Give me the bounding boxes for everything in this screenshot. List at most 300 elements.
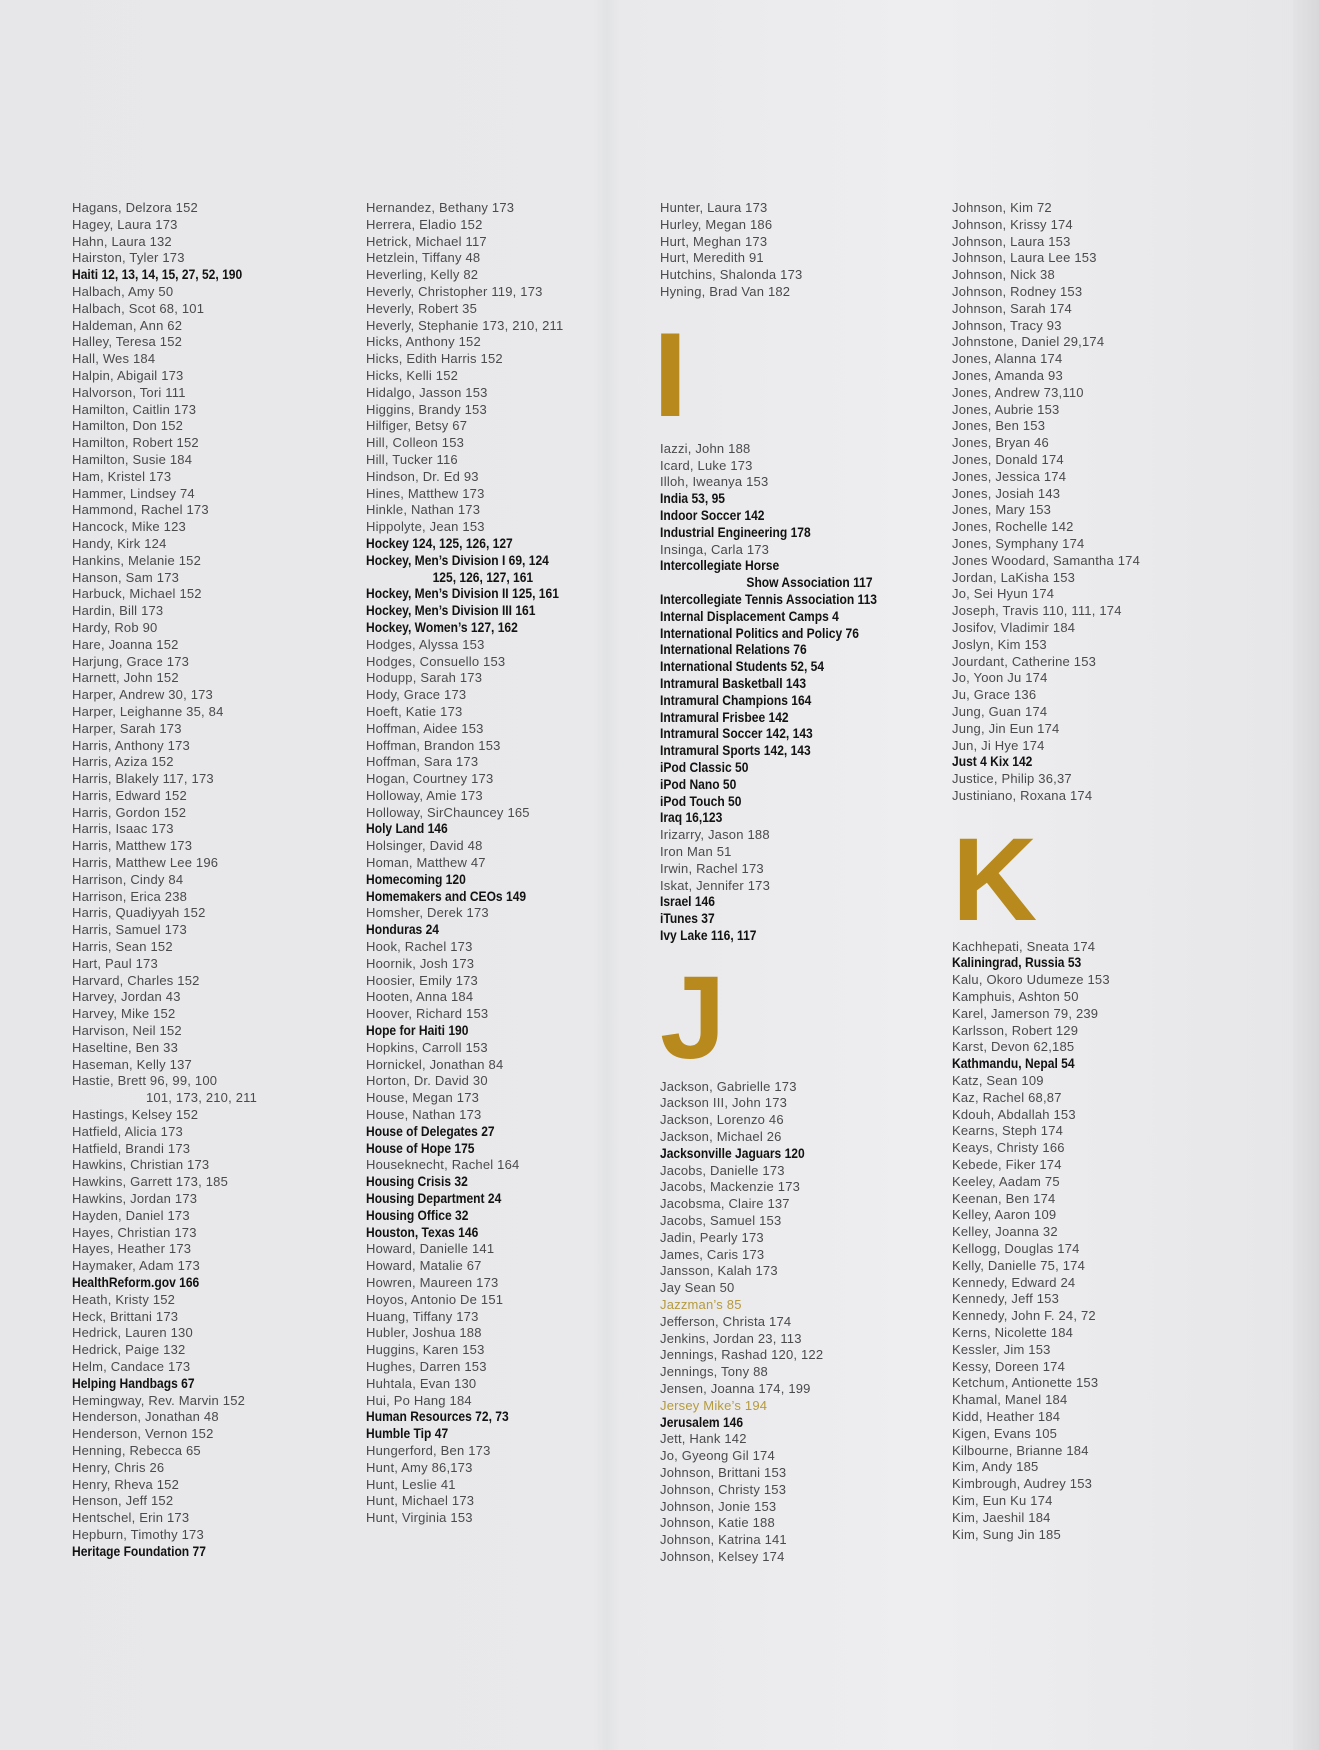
index-entry: Huggins, Karen 153 — [366, 1342, 485, 1358]
index-entry: Harris, Edward 152 — [72, 787, 187, 803]
index-entry: Homsher, Derek 173 — [366, 905, 489, 921]
index-entry: Henry, Chris 26 — [72, 1459, 165, 1475]
index-entry: Intramural Champions 164 — [660, 692, 812, 708]
index-entry: Keeley, Aadam 75 — [952, 1173, 1060, 1189]
index-entry: Hicks, Anthony 152 — [366, 334, 481, 350]
index-entry: Humble Tip 47 — [366, 1426, 449, 1442]
index-entry: Johnstone, Daniel 29,174 — [952, 334, 1105, 350]
index-entry: Hockey, Women’s 127, 162 — [366, 619, 518, 635]
index-entry: Jersey Mike’s 194 — [660, 1397, 768, 1413]
index-entry: Jacobs, Danielle 173 — [660, 1162, 785, 1178]
index-entry: Johnson, Krissy 174 — [952, 216, 1073, 232]
index-entry: Jett, Hank 142 — [660, 1431, 747, 1447]
index-entry: Jansson, Kalah 173 — [660, 1263, 778, 1279]
index-entry: Karel, Jamerson 79, 239 — [952, 1005, 1099, 1021]
index-entry: Johnson, Kelsey 174 — [660, 1549, 785, 1564]
index-entry: Kim, Jaeshil 184 — [952, 1509, 1051, 1525]
index-entry: Industrial Engineering 178 — [660, 524, 811, 540]
index-entry: Illoh, Iweanya 153 — [660, 474, 769, 490]
index-entry: Kebede, Fiker 174 — [952, 1157, 1062, 1173]
index-entry: Harris, Gordon 152 — [72, 804, 187, 820]
index-column-2 — [366, 200, 656, 1527]
index-entry: Hoffman, Sara 173 — [366, 754, 479, 770]
index-entry: Hockey 124, 125, 126, 127 — [366, 535, 513, 551]
index-entry: Josifov, Vladimir 184 — [952, 619, 1076, 635]
index-entry: Kennedy, Edward 24 — [952, 1274, 1076, 1290]
index-entry: Hurt, Meghan 173 — [660, 233, 768, 249]
index-entry: Kachhepati, Sneata 174 — [952, 938, 1096, 954]
index-entry: Heverling, Kelly 82 — [366, 267, 479, 283]
index-entry: Hunt, Leslie 41 — [366, 1476, 456, 1492]
index-entry: Hastie, Brett 96, 99, 100 — [72, 1073, 218, 1089]
index-entry: Johnson, Brittani 153 — [660, 1465, 787, 1481]
index-entry: Homemakers and CEOs 149 — [366, 888, 527, 904]
index-entry: Insinga, Carla 173 — [660, 541, 770, 557]
index-entry: Johnson, Jonie 153 — [660, 1498, 777, 1514]
index-entry: Harvard, Charles 152 — [72, 972, 200, 988]
index-entry: Kilbourne, Brianne 184 — [952, 1442, 1089, 1458]
index-entry: iPod Touch 50 — [660, 793, 742, 809]
index-entry: Jones, Josiah 143 — [952, 485, 1061, 501]
index-entry: Housing Office 32 — [366, 1207, 469, 1223]
index-entry: Heverly, Stephanie 173, 210, 211 — [366, 317, 564, 333]
index-entry: Intramural Sports 142, 143 — [660, 743, 811, 759]
index-entry: Helping Handbags 67 — [72, 1375, 195, 1391]
index-entry: Jo, Yoon Ju 174 — [952, 670, 1048, 686]
index-entry: Hoeft, Katie 173 — [366, 703, 463, 719]
index-entry: Hardy, Rob 90 — [72, 619, 158, 635]
index-entry: Haseltine, Ben 33 — [72, 1039, 179, 1055]
index-entry: Harris, Quadiyyah 152 — [72, 905, 206, 921]
index-entry: International Students 52, 54 — [660, 659, 825, 675]
index-entry: Harris, Sean 152 — [72, 939, 173, 955]
index-entry: Hogan, Courtney 173 — [366, 771, 494, 787]
index-entry: Hayes, Christian 173 — [72, 1224, 197, 1240]
index-entry: Hardin, Bill 173 — [72, 603, 164, 619]
index-entry: Israel 146 — [660, 894, 715, 910]
index-column-1 — [72, 200, 362, 1561]
index-entry: Hamilton, Robert 152 — [72, 435, 199, 451]
index-entry: Howard, Danielle 141 — [366, 1241, 495, 1257]
index-entry: Houseknecht, Rachel 164 — [366, 1157, 520, 1173]
index-entry: James, Caris 173 — [660, 1246, 765, 1262]
index-entry: Jackson, Michael 26 — [660, 1129, 782, 1145]
index-entry: Show Association 117 — [746, 575, 873, 591]
index-entry: Kelley, Aaron 109 — [952, 1207, 1057, 1223]
index-entry: Hunt, Amy 86,173 — [366, 1459, 473, 1475]
index-entry: Hammond, Rachel 173 — [72, 502, 209, 518]
index-entry: Harvey, Mike 152 — [72, 1006, 176, 1022]
index-entry: Hart, Paul 173 — [72, 955, 158, 971]
index-entry: Hamilton, Susie 184 — [72, 451, 193, 467]
index-entry: Jerusalem 146 — [660, 1414, 744, 1430]
index-entry: Hamilton, Don 152 — [72, 418, 184, 434]
index-entry: Jung, Guan 174 — [952, 703, 1048, 719]
index-entry: Hankins, Melanie 152 — [72, 552, 202, 568]
index-entry: Icard, Luke 173 — [660, 457, 753, 473]
index-entry: Kimbrough, Audrey 153 — [952, 1476, 1093, 1492]
index-entry: Kim, Andy 185 — [952, 1459, 1039, 1475]
index-entry: Harper, Andrew 30, 173 — [72, 687, 213, 703]
index-entry: Hastings, Kelsey 152 — [72, 1107, 199, 1123]
index-entry: Kidd, Heather 184 — [952, 1409, 1061, 1424]
index-entry: Iazzi, John 188 — [660, 440, 751, 456]
index-entry: Harris, Isaac 173 — [72, 821, 174, 837]
index-entry: Hagey, Laura 173 — [72, 216, 178, 232]
page-edge — [1293, 0, 1319, 1750]
index-entry: Hedrick, Lauren 130 — [72, 1325, 193, 1341]
section-letter-k: K — [952, 813, 1038, 946]
index-entry: Kessy, Doreen 174 — [952, 1358, 1065, 1374]
index-entry: Haldeman, Ann 62 — [72, 317, 183, 333]
index-entry: Hoover, Richard 153 — [366, 1006, 489, 1022]
index-entry: Hornickel, Jonathan 84 — [366, 1056, 504, 1072]
index-entry: Joslyn, Kim 153 — [952, 636, 1047, 652]
index-entry: Hoffman, Brandon 153 — [366, 737, 501, 753]
index-entry: Hill, Tucker 116 — [366, 451, 458, 467]
section-letter-j: J — [660, 951, 726, 1084]
index-entry: Kennedy, John F. 24, 72 — [952, 1308, 1096, 1324]
index-entry: Hunt, Virginia 153 — [366, 1510, 473, 1526]
index-entry: Jones, Mary 153 — [952, 502, 1052, 518]
index-entry: Kerns, Nicolette 184 — [952, 1325, 1074, 1341]
index-entry: Kigen, Evans 105 — [952, 1425, 1058, 1441]
index-entry: Jennings, Rashad 120, 122 — [660, 1347, 824, 1363]
index-entry: Jefferson, Christa 174 — [660, 1313, 792, 1329]
index-entry: Herrera, Eladio 152 — [366, 216, 483, 232]
index-entry: Hill, Colleon 153 — [366, 435, 465, 451]
index-entry: iPod Classic 50 — [660, 759, 749, 775]
index-entry: Hoyos, Antonio De 151 — [366, 1291, 504, 1307]
index-entry: Hinkle, Nathan 173 — [366, 502, 481, 518]
index-entry: Kennedy, Jeff 153 — [952, 1291, 1060, 1307]
index-entry: Karlsson, Robert 129 — [952, 1022, 1079, 1038]
index-entry: Hepburn, Timothy 173 — [72, 1526, 204, 1542]
index-entry: Johnson, Christy 153 — [660, 1481, 787, 1497]
index-entry: Housing Crisis 32 — [366, 1174, 468, 1190]
index-entry: Heck, Brittani 173 — [72, 1308, 179, 1324]
index-entry: Horton, Dr. David 30 — [366, 1073, 488, 1089]
index-entry: Hope for Haiti 190 — [366, 1023, 469, 1039]
index-entry: Henning, Rebecca 65 — [72, 1442, 201, 1458]
index-entry: House of Hope 175 — [366, 1140, 475, 1156]
index-entry: Jo, Sei Hyun 174 — [952, 586, 1055, 602]
index-column-4 — [952, 200, 1242, 1543]
index-entry: House, Megan 173 — [366, 1090, 480, 1106]
index-entry: Harper, Leighanne 35, 84 — [72, 703, 224, 719]
index-entry: Justice, Philip 36,37 — [952, 771, 1072, 787]
index-entry: 101, 173, 210, 211 — [146, 1090, 258, 1106]
index-entry: Kaliningrad, Russia 53 — [952, 955, 1082, 971]
index-entry: Jacksonville Jaguars 120 — [660, 1145, 805, 1161]
index-entry: Hody, Grace 173 — [366, 687, 467, 703]
index-entry: Jourdant, Catherine 153 — [952, 653, 1097, 669]
index-entry: Hatfield, Alicia 173 — [72, 1123, 183, 1139]
index-entry: Hidalgo, Jasson 153 — [366, 384, 488, 400]
index-entry: Hawkins, Christian 173 — [72, 1157, 210, 1173]
index-entry: Keays, Christy 166 — [952, 1140, 1065, 1156]
index-entry: Harvison, Neil 152 — [72, 1023, 182, 1039]
index-entry: Huhtala, Evan 130 — [366, 1375, 477, 1391]
index-entry: Kim, Eun Ku 174 — [952, 1492, 1053, 1508]
index-entry: Harris, Aziza 152 — [72, 754, 174, 770]
index-entry: Hoornik, Josh 173 — [366, 955, 475, 971]
index-entry: Henry, Rheva 152 — [72, 1476, 180, 1492]
index-entry: Huang, Tiffany 173 — [366, 1308, 479, 1324]
index-entry: Hurt, Meredith 91 — [660, 250, 764, 266]
index-entry: Halpin, Abigail 173 — [72, 367, 184, 383]
index-entry: Hook, Rachel 173 — [366, 939, 473, 955]
index-entry: Henderson, Vernon 152 — [72, 1426, 214, 1442]
index-entry: Hooten, Anna 184 — [366, 989, 474, 1005]
index-entry: House of Delegates 27 — [366, 1123, 495, 1139]
index-entry: Hernandez, Bethany 173 — [366, 200, 515, 215]
index-entry: Jones Woodard, Samantha 174 — [952, 552, 1141, 568]
index-entry: Hamilton, Caitlin 173 — [72, 401, 197, 417]
index-entry: Jadin, Pearly 173 — [660, 1229, 764, 1245]
index-entry: Hedrick, Paige 132 — [72, 1342, 186, 1358]
index-entry: Jackson III, John 173 — [660, 1095, 788, 1111]
index-entry: Just 4 Kix 142 — [952, 754, 1033, 770]
index-entry: Hayes, Heather 173 — [72, 1241, 192, 1257]
index-entry: Halbach, Amy 50 — [72, 283, 174, 299]
index-entry: Harrison, Cindy 84 — [72, 871, 184, 887]
index-entry: Hodupp, Sarah 173 — [366, 670, 483, 686]
index-entry: Hemingway, Rev. Marvin 152 — [72, 1392, 246, 1408]
index-entry: Hilfiger, Betsy 67 — [366, 418, 468, 434]
index-entry: Ju, Grace 136 — [952, 687, 1037, 703]
index-entry: Jung, Jin Eun 174 — [952, 720, 1060, 736]
index-entry: Hutchins, Shalonda 173 — [660, 267, 803, 283]
index-entry: Homecoming 120 — [366, 871, 466, 887]
index-entry: Iron Man 51 — [660, 843, 732, 859]
index-entry: Hammer, Lindsey 74 — [72, 485, 195, 501]
index-entry: Harper, Sarah 173 — [72, 720, 182, 736]
index-entry: Helm, Candace 173 — [72, 1358, 191, 1374]
index-entry: Justiniano, Roxana 174 — [952, 787, 1093, 803]
index-entry: Hui, Po Hang 184 — [366, 1392, 472, 1408]
index-entry: Kelly, Danielle 75, 174 — [952, 1257, 1085, 1273]
index-entry: Hughes, Darren 153 — [366, 1358, 487, 1374]
index-entry: Hurley, Megan 186 — [660, 216, 773, 232]
index-entry: Johnson, Kim 72 — [952, 200, 1052, 215]
section-letter-i: I — [652, 307, 688, 442]
index-entry: Henderson, Jonathan 48 — [72, 1409, 219, 1425]
index-entry: Kaz, Rachel 68,87 — [952, 1089, 1062, 1105]
index-entry: Jones, Rochelle 142 — [952, 519, 1074, 535]
index-entry: Irizarry, Jason 188 — [660, 827, 770, 843]
index-entry: International Relations 76 — [660, 642, 807, 658]
index-entry: Hockey, Men’s Division III 161 — [366, 603, 536, 619]
index-entry: Harris, Matthew 173 — [72, 838, 193, 854]
index-entry: Howren, Maureen 173 — [366, 1275, 499, 1290]
index-entry: Hagans, Delzora 152 — [72, 200, 198, 215]
index-entry: Haymaker, Adam 173 — [72, 1258, 200, 1274]
index-entry: Jones, Andrew 73,110 — [952, 384, 1084, 400]
index-entry: International Politics and Policy 76 — [660, 625, 859, 641]
index-entry: Intramural Basketball 143 — [660, 675, 807, 691]
index-entry: Jacobs, Samuel 153 — [660, 1213, 782, 1229]
index-entry: Henson, Jeff 152 — [72, 1493, 174, 1509]
index-entry: Johnson, Laura 153 — [952, 233, 1071, 249]
index-entry: Jordan, LaKisha 153 — [952, 569, 1076, 585]
index-entry: Hodges, Consuello 153 — [366, 653, 506, 669]
index-entry: Jensen, Joanna 174, 199 — [660, 1381, 811, 1397]
index-entry: Kearns, Steph 174 — [952, 1123, 1064, 1139]
index-entry: Jennings, Tony 88 — [660, 1364, 768, 1380]
index-entry: Holloway, Amie 173 — [366, 787, 483, 803]
index-entry: Kelley, Joanna 32 — [952, 1224, 1058, 1240]
index-entry: Jay Sean 50 — [660, 1280, 735, 1296]
index-entry: Johnson, Katrina 141 — [660, 1532, 787, 1548]
index-entry: iTunes 37 — [660, 911, 715, 927]
index-entry: Heverly, Robert 35 — [366, 300, 478, 316]
index-entry: Hicks, Edith Harris 152 — [366, 351, 503, 367]
index-entry: Intramural Frisbee 142 — [660, 709, 789, 725]
index-entry: Jones, Amanda 93 — [952, 367, 1063, 383]
index-entry: Jacobsma, Claire 137 — [660, 1196, 790, 1212]
index-entry: Jun, Ji Hye 174 — [952, 737, 1045, 753]
index-entry: Indoor Soccer 142 — [660, 507, 765, 523]
index-entry: Holy Land 146 — [366, 821, 448, 837]
index-entry: Johnson, Katie 188 — [660, 1515, 775, 1531]
index-entry: Halvorson, Tori 111 — [72, 384, 186, 400]
index-entry: Hyning, Brad Van 182 — [660, 283, 791, 299]
index-entry: Intercollegiate Tennis Association 113 — [660, 591, 877, 607]
index-entry: Heath, Kristy 152 — [72, 1291, 176, 1307]
index-entry: Hines, Matthew 173 — [366, 485, 485, 501]
index-entry: Harbuck, Michael 152 — [72, 586, 202, 602]
index-entry: Ketchum, Antionette 153 — [952, 1375, 1099, 1391]
index-entry: India 53, 95 — [660, 491, 725, 507]
index-entry: Jones, Aubrie 153 — [952, 401, 1060, 417]
index-entry: Kdouh, Abdallah 153 — [952, 1106, 1076, 1122]
index-entry: Johnson, Sarah 174 — [952, 300, 1072, 316]
index-entry: Harris, Matthew Lee 196 — [72, 855, 219, 871]
index-entry: Hetrick, Michael 117 — [366, 233, 487, 249]
index-entry: Hatfield, Brandi 173 — [72, 1140, 191, 1156]
index-entry: Ham, Kristel 173 — [72, 468, 172, 484]
index-entry: Hahn, Laura 132 — [72, 233, 172, 249]
index-entry: Jenkins, Jordan 23, 113 — [660, 1330, 802, 1346]
index-entry: Hairston, Tyler 173 — [72, 250, 185, 266]
index-entry: Housing Department 24 — [366, 1191, 502, 1207]
index-entry: Internal Displacement Camps 4 — [660, 608, 839, 624]
index-entry: Ivy Lake 116, 117 — [660, 927, 757, 943]
index-entry: Jackson, Lorenzo 46 — [660, 1112, 784, 1128]
index-entry: Hubler, Joshua 188 — [366, 1325, 482, 1341]
index-entry: Kessler, Jim 153 — [952, 1341, 1051, 1357]
index-entry: Jackson, Gabrielle 173 — [660, 1078, 797, 1094]
index-entry: Johnson, Tracy 93 — [952, 317, 1062, 333]
index-entry: Hippolyte, Jean 153 — [366, 519, 485, 535]
index-entry: Intercollegiate Horse — [660, 558, 780, 574]
index-entry: Keenan, Ben 174 — [952, 1190, 1056, 1206]
index-entry: Jones, Symphany 174 — [952, 535, 1085, 551]
index-entry: Higgins, Brandy 153 — [366, 401, 487, 417]
index-entry: House, Nathan 173 — [366, 1107, 482, 1123]
index-entry: Harnett, John 152 — [72, 670, 179, 686]
index-entry: Hungerford, Ben 173 — [366, 1442, 491, 1458]
index-entry: Harrison, Erica 238 — [72, 888, 188, 904]
index-entry: Heritage Foundation 77 — [72, 1543, 206, 1559]
index-entry: Haseman, Kelly 137 — [72, 1056, 192, 1072]
index-entry: Homan, Matthew 47 — [366, 855, 486, 871]
index-entry: Johnson, Nick 38 — [952, 267, 1055, 283]
index-entry: Harjung, Grace 173 — [72, 653, 190, 669]
index-entry: Heverly, Christopher 119, 173 — [366, 283, 543, 299]
index-column-3 — [652, 200, 950, 1566]
index-entry: Kellogg, Douglas 174 — [952, 1241, 1080, 1257]
index-entry: Iskat, Jennifer 173 — [660, 877, 771, 893]
index-entry: Hoffman, Aidee 153 — [366, 720, 484, 736]
index-entry: Jones, Bryan 46 — [952, 435, 1049, 451]
index-entry: Honduras 24 — [366, 922, 439, 938]
index-entry: Howard, Matalie 67 — [366, 1258, 482, 1274]
index-entry: Hall, Wes 184 — [72, 351, 156, 367]
index-entry: Irwin, Rachel 173 — [660, 860, 764, 876]
index-entry: Human Resources 72, 73 — [366, 1409, 509, 1425]
index-entry: Hetzlein, Tiffany 48 — [366, 250, 481, 266]
index-entry: Kalu, Okoro Udumeze 153 — [952, 972, 1110, 988]
index-entry: Harvey, Jordan 43 — [72, 989, 181, 1005]
index-entry: Karst, Devon 62,185 — [952, 1039, 1075, 1055]
index-entry: Hodges, Alyssa 153 — [366, 636, 485, 652]
index-entry: Hoosier, Emily 173 — [366, 972, 478, 988]
index-entry: Hockey, Men’s Division II 125, 161 — [366, 586, 559, 602]
index-entry: Haiti 12, 13, 14, 15, 27, 52, 190 — [72, 267, 243, 283]
index-entry: Kathmandu, Nepal 54 — [952, 1056, 1075, 1072]
index-entry: Jazzman’s 85 — [660, 1297, 742, 1313]
index-entry: Johnson, Rodney 153 — [952, 283, 1083, 299]
index-entry: Houston, Texas 146 — [366, 1224, 479, 1240]
index-entry: Iraq 16,123 — [660, 810, 723, 826]
index-entry: Kim, Sung Jin 185 — [952, 1526, 1061, 1542]
index-entry: iPod Nano 50 — [660, 776, 737, 792]
index-entry: 125, 126, 127, 161 — [432, 569, 534, 585]
index-entry: Harris, Samuel 173 — [72, 922, 187, 938]
index-entry: Joseph, Travis 110, 111, 174 — [952, 603, 1122, 619]
index-entry: Hindson, Dr. Ed 93 — [366, 468, 479, 484]
index-entry: Harris, Blakely 117, 173 — [72, 771, 214, 787]
index-entry: HealthReform.gov 166 — [72, 1275, 200, 1290]
index-entry: Hockey, Men’s Division I 69, 124 — [366, 552, 549, 568]
index-entry: Halbach, Scot 68, 101 — [72, 300, 205, 316]
index-entry: Hanson, Sam 173 — [72, 569, 180, 585]
index-entry: Hare, Joanna 152 — [72, 636, 179, 652]
index-entry: Hawkins, Jordan 173 — [72, 1191, 198, 1207]
index-entry: Hancock, Mike 123 — [72, 519, 186, 535]
index-entry: Harris, Anthony 173 — [72, 737, 190, 753]
index-entry: Hayden, Daniel 173 — [72, 1207, 190, 1223]
index-entry: Hicks, Kelli 152 — [366, 367, 459, 383]
index-entry: Jo, Gyeong Gil 174 — [660, 1448, 775, 1464]
index-entry: Jones, Jessica 174 — [952, 468, 1067, 484]
index-entry: Katz, Sean 109 — [952, 1073, 1044, 1089]
index-entry: Jones, Alanna 174 — [952, 351, 1063, 367]
index-entry: Halley, Teresa 152 — [72, 334, 183, 350]
index-entry: Kamphuis, Ashton 50 — [952, 989, 1079, 1005]
index-entry: Holloway, SirChauncey 165 — [366, 804, 530, 820]
index-entry: Holsinger, David 48 — [366, 838, 483, 854]
index-entry: Handy, Kirk 124 — [72, 535, 167, 551]
index-entry: Hunt, Michael 173 — [366, 1493, 475, 1509]
index-entry: Jacobs, Mackenzie 173 — [660, 1179, 801, 1195]
index-entry: Jones, Ben 153 — [952, 418, 1046, 434]
index-entry: Hentschel, Erin 173 — [72, 1510, 190, 1526]
index-entry: Jones, Donald 174 — [952, 451, 1064, 467]
index-entry: Hawkins, Garrett 173, 185 — [72, 1174, 229, 1190]
